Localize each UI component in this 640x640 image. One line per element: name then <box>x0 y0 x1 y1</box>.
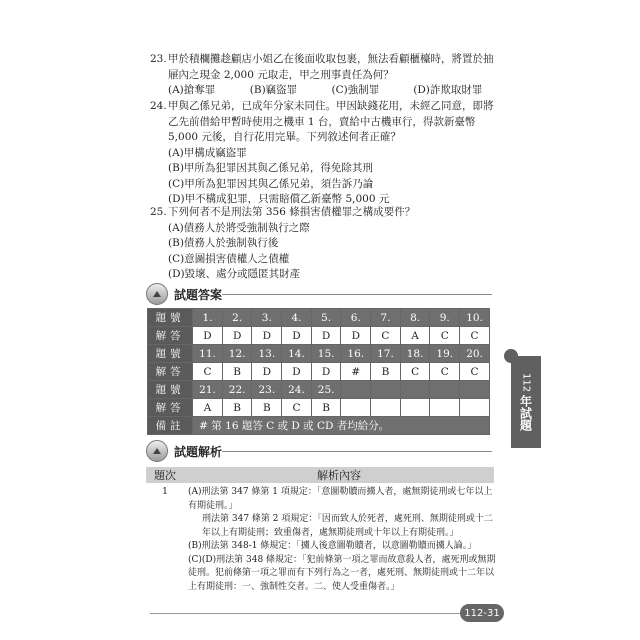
row-label: 解答 <box>148 363 193 381</box>
answer-cell: D <box>193 327 223 345</box>
question-number-cell: 8. <box>400 309 430 327</box>
answer-cell: D <box>252 327 282 345</box>
question-number-cell <box>430 381 460 399</box>
question-number-cell: 14. <box>282 345 312 363</box>
row-label: 題號 <box>148 345 193 363</box>
answer-cell: B <box>252 399 282 417</box>
answers-heading <box>146 283 222 305</box>
answers-title: 試題答案 <box>174 287 223 302</box>
answers-divider <box>222 294 492 295</box>
option: (C)甲所為犯罪因其與乙係兄弟，須告訴乃論 <box>168 177 374 190</box>
question-number-cell: 19. <box>430 345 460 363</box>
question-options <box>168 146 495 208</box>
analysis-line: (C)(D)刑法第 348 條規定：「犯前條第一項之罪而故意殺人者，處死刑或無期徒刑。犯前條第一項之罪而有下列行為之一者，處死刑、無期徒刑或十二年以上有期徒刑：一、強制性交者。二、使人受重傷者。」 <box>188 554 496 592</box>
question-number-cell: 1. <box>193 309 223 327</box>
analysis-number: 1 <box>162 486 169 497</box>
option: (B)竊盜罪 <box>249 84 298 96</box>
option: (D)毀壞、處分或隱匿其財產 <box>168 268 301 280</box>
option: (A)搶奪罪 <box>168 84 216 96</box>
analysis-divider <box>222 451 492 452</box>
option: (A)債務人於將受強制執行之際 <box>168 221 310 234</box>
question-stem: 下列何者不是刑法第 356 條損害債權罪之構成要件？ <box>168 206 416 218</box>
analysis-table-header <box>146 467 494 483</box>
question-number-cell: 12. <box>222 345 252 363</box>
question-number-cell: 21. <box>193 381 223 399</box>
question-number-cell <box>371 381 401 399</box>
question-number: 25. <box>150 206 167 218</box>
answer-cell: B <box>222 363 252 381</box>
option: (D)甲不構成犯罪，只需賠償乙新臺幣 5,000 元 <box>168 193 390 205</box>
analysis-content <box>188 486 498 594</box>
section-badge-icon <box>146 440 168 462</box>
page-number: 112-31 <box>460 604 504 622</box>
answer-cell: A <box>400 327 430 345</box>
question-number-cell <box>341 381 371 399</box>
answer-cell: D <box>282 363 312 381</box>
question-number-cell: 4. <box>282 309 312 327</box>
question-24 <box>150 99 495 208</box>
question-number-row <box>148 309 490 327</box>
analysis-line: (B)刑法第 348-1 條規定：「擄人後意圖勒贖者，以意圖勒贖而擄人論。」 <box>188 541 477 551</box>
question-number: 24. <box>150 100 167 112</box>
question-number-cell: 6. <box>341 309 371 327</box>
answer-cell: B <box>311 399 341 417</box>
question-number-cell: 16. <box>341 345 371 363</box>
answer-cell: C <box>430 327 460 345</box>
analysis-heading <box>146 440 222 462</box>
answer-cell: D <box>341 327 371 345</box>
option: (B)甲所為犯罪因其與乙係兄弟，得免除其刑 <box>168 162 373 174</box>
question-number-cell: 18. <box>400 345 430 363</box>
answer-cell: # <box>341 363 371 381</box>
question-number-cell <box>460 381 490 399</box>
side-tab <box>511 356 541 448</box>
question-number-cell: 2. <box>222 309 252 327</box>
question-number-cell: 3. <box>252 309 282 327</box>
row-label: 題號 <box>148 309 193 327</box>
answer-cell: C <box>371 327 401 345</box>
analysis-title: 試題解析 <box>174 444 223 459</box>
row-label: 解答 <box>148 327 193 345</box>
footer-rule <box>150 613 460 614</box>
answer-cell: B <box>371 363 401 381</box>
question-stem: 甲與乙係兄弟，已成年分家未同住。甲因缺錢花用，未經乙同意，即將乙先前借給甲暫時使用之機車 1 台，賣給中古機車行，得款新臺幣 5,000 元後，自行花用完畢。下列敘述何者正確？ <box>168 100 494 143</box>
question-number-cell: 11. <box>193 345 223 363</box>
column-header: 題次 <box>154 469 176 482</box>
question-number-cell: 13. <box>252 345 282 363</box>
answer-cell <box>430 399 460 417</box>
answer-cell: C <box>460 327 490 345</box>
question-number-cell: 5. <box>311 309 341 327</box>
question-number-cell: 9. <box>430 309 460 327</box>
answer-cell: B <box>222 399 252 417</box>
question-number-row <box>148 381 490 399</box>
answer-cell <box>400 399 430 417</box>
question-number-cell: 17. <box>371 345 401 363</box>
answer-cell <box>341 399 371 417</box>
option: (B)債務人於強制執行後 <box>168 237 279 249</box>
question-stem: 甲於積欄攤趁顧店小姐乙在後面收取包裹，無法看顧櫃檯時，將置於抽屜內之現金 2,000 元取走，甲之刑事責任為何？ <box>168 53 494 81</box>
option: (C)強制罪 <box>331 84 380 96</box>
answer-cell: C <box>460 363 490 381</box>
option: (D)詐欺取財罪 <box>413 84 483 96</box>
question-number-cell: 15. <box>311 345 341 363</box>
side-tab-year: 112 <box>520 373 532 393</box>
answer-row <box>148 399 490 417</box>
question-options <box>168 221 495 283</box>
answer-cell: C <box>430 363 460 381</box>
section-badge-icon <box>146 283 168 305</box>
answer-cell: C <box>282 399 312 417</box>
question-25 <box>150 205 495 283</box>
answer-row <box>148 363 490 381</box>
question-number-cell: 24. <box>282 381 312 399</box>
answer-cell <box>460 399 490 417</box>
question-number-cell: 23. <box>252 381 282 399</box>
question-number-cell: 7. <box>371 309 401 327</box>
answer-cell: D <box>311 327 341 345</box>
question-23 <box>150 52 495 99</box>
column-header: 解析內容 <box>317 469 361 482</box>
answer-cell: D <box>222 327 252 345</box>
answer-cell: D <box>282 327 312 345</box>
answer-row <box>148 327 490 345</box>
answer-cell: C <box>400 363 430 381</box>
answer-cell: C <box>193 363 223 381</box>
row-label: 解答 <box>148 399 193 417</box>
question-options <box>168 83 495 99</box>
question-number-cell <box>400 381 430 399</box>
answer-cell <box>371 399 401 417</box>
option: (C)意圖損害債權人之債權 <box>168 252 290 265</box>
question-number: 23. <box>150 53 167 65</box>
answer-cell: D <box>311 363 341 381</box>
answer-table <box>147 308 490 435</box>
question-number-cell: 22. <box>222 381 252 399</box>
note-row <box>148 417 490 435</box>
question-number-cell: 25. <box>311 381 341 399</box>
option: (A)甲構成竊盜罪 <box>168 146 247 159</box>
note-text: # 第 16 題答 C 或 D 或 CD 者均給分。 <box>193 417 490 435</box>
row-label: 備註 <box>148 417 193 435</box>
row-label: 題號 <box>148 381 193 399</box>
question-number-row <box>148 345 490 363</box>
side-tab-title: 年試題 <box>518 394 533 431</box>
answer-cell: A <box>193 399 223 417</box>
question-number-cell: 10. <box>460 309 490 327</box>
answer-cell: D <box>252 363 282 381</box>
analysis-line: 刑法第 347 條第 2 項規定：「因而致人於死者，處死刑、無期徒刑或十二年以上有期徒刑；致重傷者，處無期徒刑或十年以上有期徒刑。」 <box>202 514 493 538</box>
analysis-line: (A)刑法第 347 條第 1 項規定：「意圖勒贖而擄人者，處無期徒刑或七年以上有期徒刑。」 <box>188 487 493 511</box>
question-number-cell: 20. <box>460 345 490 363</box>
